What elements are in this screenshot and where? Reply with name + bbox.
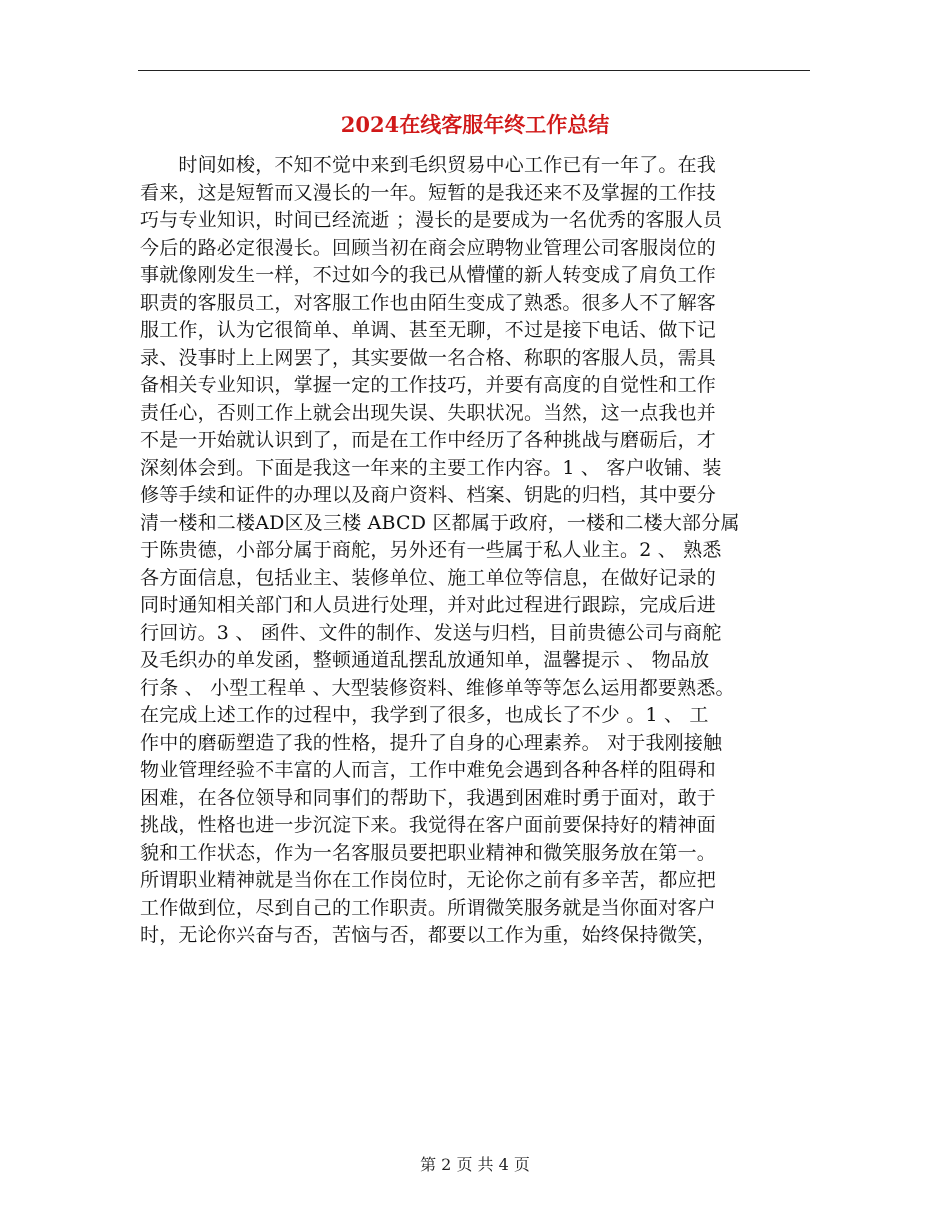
body-line: 作中的磨砺塑造了我的性格，提升了自身的心理素养。 对于我刚接触 [140,731,723,754]
body-line: 清一楼和二楼AD区及三楼 ABCD 区都属于政府，一楼和二楼大部分属 [140,511,740,534]
body-line: 物业管理经验不丰富的人而言，工作中难免会遇到各种各样的阻碍和 [140,759,717,781]
body-line: 各方面信息，包括业主、装修单位、施工单位等信息，在做好记录的 [140,566,717,589]
body-line: 于陈贵德，小部分属于商舵，另外还有一些属于私人业主。2 、 熟悉 [140,539,722,561]
body-line: 责任心，否则工作上就会出现失误、失职状况。当然，这一点我也并 [140,401,717,424]
body-line: 录、没事时上上网罢了，其实要做一名合格、称职的客服人员，需具 [140,346,717,369]
body-line: 行条 、 小型工程单 、大型装修资料、维修单等等怎么运用都要熟悉。 [140,676,735,699]
body-line: 深刻体会到。下面是我这一年来的主要工作内容。1 、 客户收铺、装 [140,456,722,479]
body-line: 今后的路必定很漫长。回顾当初在商会应聘物业管理公司客服岗位的 [140,236,717,259]
body-line: 时间如梭，不知不觉中来到毛织贸易中心工作已有一年了。在我 [140,154,717,176]
body-line: 貌和工作状态，作为一名客服员要把职业精神和微笑服务放在第一。 [140,841,717,864]
body-line: 不是一开始就认识到了，而是在工作中经历了各种挑战与磨砺后，才 [140,429,717,451]
body-line: 及毛织办的单发函，整顿通道乱摆乱放通知单，温馨提示 、 物品放 [140,649,710,671]
body-line: 事就像刚发生一样，不过如今的我已从懵懂的新人转变成了肩负工作 [140,264,717,286]
body-line: 行回访。3 、 函件、文件的制作、发送与归档，目前贵德公司与商舵 [140,621,722,644]
header-rule [138,70,810,71]
body-line: 时，无论你兴奋与否，苦恼与否，都要以工作为重，始终保持微笑， [140,924,717,946]
body-line: 在完成上述工作的过程中，我学到了很多，也成长了不少 。1 、 工 [140,704,709,726]
document-title: 2024在线客服年终工作总结 [340,112,610,137]
body-line: 看来，这是短暂而又漫长的一年。短暂的是我还来不及掌握的工作技 [140,181,717,204]
body-line: 同时通知相关部门和人员进行处理，并对此过程进行跟踪，完成后进 [140,594,717,616]
body-line: 巧与专业知识，时间已经流逝 ；漫长的是要成为一名优秀的客服人员 [140,209,723,231]
body-line: 工作做到位，尽到自己的工作职责。所谓微笑服务就是当你面对客户 [140,896,717,919]
body-line: 挑战，性格也进一步沉淀下来。我觉得在客户面前要保持好的精神面 [140,814,717,836]
body-line: 职责的客服员工，对客服工作也由陌生变成了熟悉。很多人不了解客 [140,291,717,314]
page-number-footer: 第 2 页 共 4 页 [420,1155,530,1174]
body-line: 所谓职业精神就是当你在工作岗位时，无论你之前有多辛苦，都应把 [140,869,717,891]
document-body [140,152,820,950]
body-line: 服工作，认为它很简单、单调、甚至无聊，不过是接下电话、做下记 [140,319,717,341]
body-line: 备相关专业知识，掌握一定的工作技巧，并要有高度的自觉性和工作 [140,374,717,396]
body-line: 困难，在各位领导和同事们的帮助下，我遇到困难时勇于面对，敢于 [140,786,717,809]
body-line: 修等手续和证件的办理以及商户资料、档案、钥匙的归档，其中要分 [140,484,717,506]
